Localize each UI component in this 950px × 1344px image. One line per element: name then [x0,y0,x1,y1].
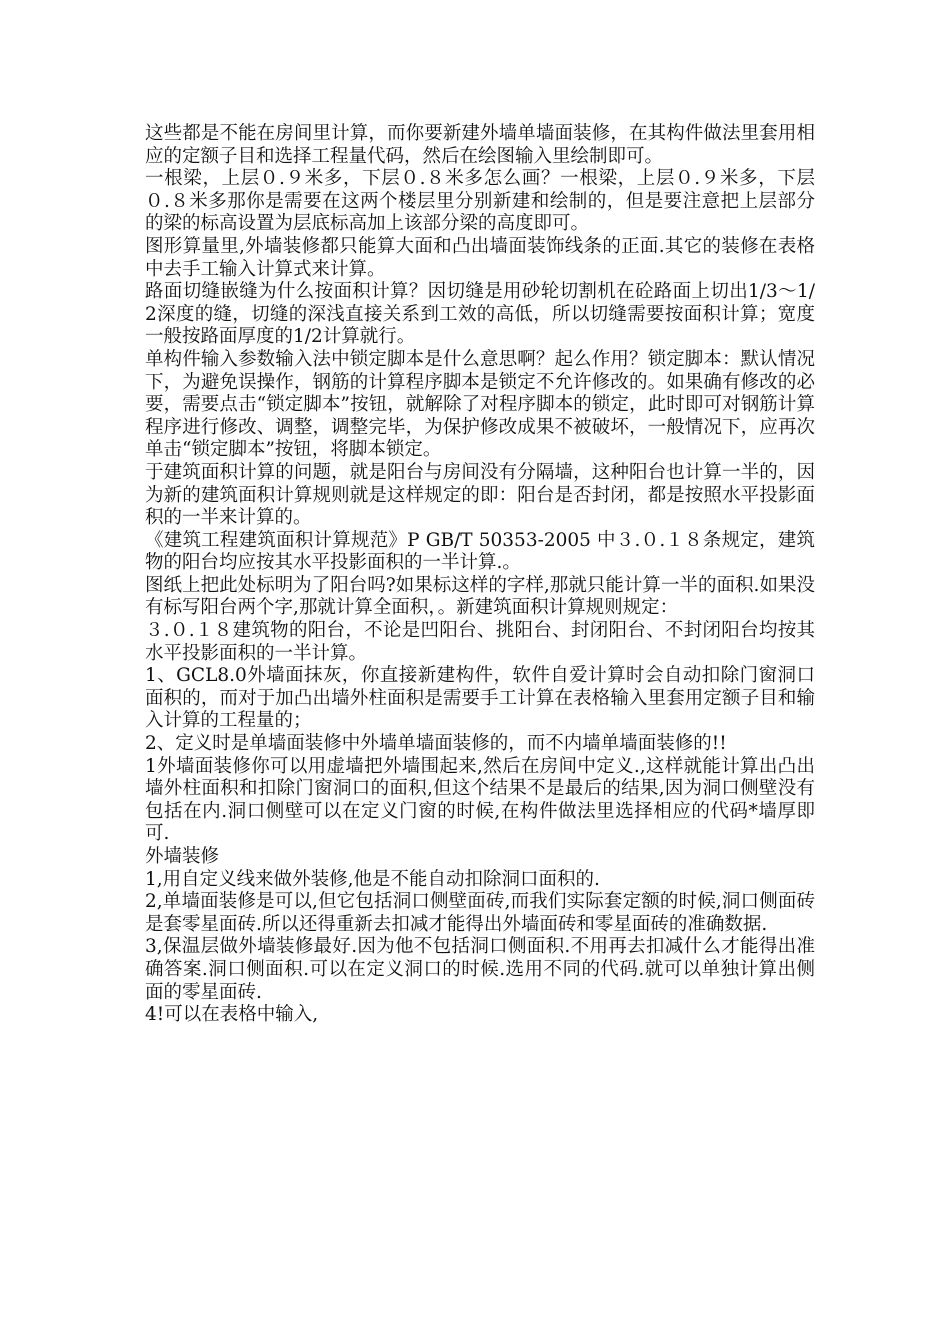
paragraph-8: 图纸上把此处标明为了阳台吗?如果标这样的字样,那就只能计算一半的面积.如果没有标写阳台两个字,那就计算全面积，。新建筑面积计算规则规定： [145,574,815,619]
section-heading: 外墙装修 [145,846,220,867]
paragraph-4: 路面切缝嵌缝为什么按面积计算？因切缝是用砂轮切割机在砼路面上切出1/3～1/2深度的缝，切缝的深浅直接关系到工效的高低，所以切缝需要按面积计算；宽度一般按路面厚度的1/2计算就行。 [145,281,815,348]
paragraph-3: 图形算量里,外墙装修都只能算大面和凸出墙面装饰线条的正面.其它的装修在表格中去手工输入计算式来计算。 [145,235,815,280]
paragraph-10: 1、GCL8.0外墙面抹灰，你直接新建构件，软件自爱计算时会自动扣除门窗洞口面积的，而对于加凸出墙外柱面积是需要手工计算在表格输入里套用定额子目和输入计算的工程量的； [145,665,815,732]
paragraph-1: 这些都是不能在房间里计算，而你要新建外墙单墙面装修，在其构件做法里套用相应的定额子目和选择工程量代码，然后在绘图输入里绘制即可。 [145,123,815,167]
paragraph-15: 2,单墙面装修是可以,但它包括洞口侧壁面砖,而我们实际套定额的时候,洞口侧面砖是套零星面砖.所以还得重新去扣减才能得出外墙面砖和零星面砖的准确数据. [145,891,815,935]
paragraph-12: 1外墙面装修你可以用虚墙把外墙围起来,然后在房间中定义.,这样就能计算出凸出墙外柱面积和扣除门窗洞口的面积,但这个结果不是最后的结果,因为洞口侧壁没有包括在内.洞口侧壁可以在定义门窗的时候,在构件做法里选择相应的代码*墙厚即可. [145,755,815,845]
paragraph-17: 4!可以在表格中输入, [145,1004,319,1026]
paragraph-5: 单构件输入参数输入法中锁定脚本是什么意思啊？起么作用？锁定脚本：默认情况下，为避免误操作，钢筋的计算程序脚本是锁定不允许修改的。如果确有修改的必要，需要点击“锁定脚本”按钮，就解除了对程序脚本的锁定，此时即可对钢筋计算程序进行修改、调整，调整完毕，为保护修改成果不被破坏，一般情况下，应再次单击“锁定脚本”按钮，将脚本锁定。 [145,348,815,461]
paragraph-2: 一根梁，上层０.９米多，下层０.８米多怎么画？一根梁，上层０.９米多，下层０.８米多那你是需要在这两个楼层里分别新建和绘制的，但是要注意把上层部分的梁的标高设置为层底标高加上该部分梁的高度即可。 [145,168,815,235]
paragraph-11: 2、定义时是单墙面装修中外墙单墙面装修的，而不内墙单墙面装修的!! [145,733,727,755]
paragraph-14: 1,用自定义线来做外装修,他是不能自动扣除洞口面积的. [145,868,600,890]
paragraph-9: ３.０.１８建筑物的阳台，不论是凹阳台、挑阳台、封闭阳台、不封闭阳台均按其水平投影面积的一半计算。 [145,620,815,664]
paragraph-7: 《建筑工程建筑面积计算规范》P GB/T 50353-2005 中３.０.１８条规定，建筑物的阳台均应按其水平投影面积的一半计算.。 [145,529,815,574]
paragraph-16: 3,保温层做外墙装修最好.因为他不包括洞口侧面积.不用再去扣减什么才能得出准确答案.洞口侧面积.可以在定义洞口的时候.选用不同的代码.就可以单独计算出侧面的零星面砖. [145,936,815,1003]
document-page [145,123,815,1027]
paragraph-6: 于建筑面积计算的问题，就是阳台与房间没有分隔墙，这种阳台也计算一半的，因为新的建筑面积计算规则就是这样规定的即：阳台是否封闭，都是按照水平投影面积的一半来计算的。 [145,461,815,529]
